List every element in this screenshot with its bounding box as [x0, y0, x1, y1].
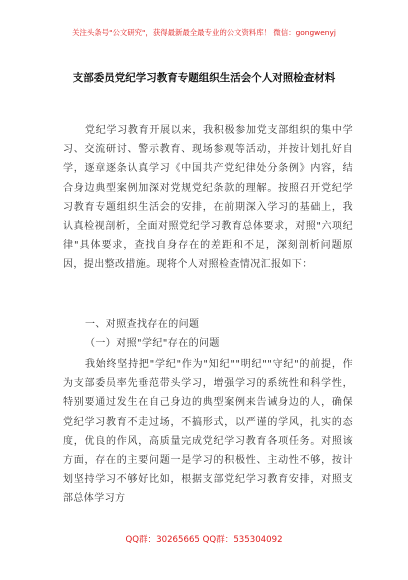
header-banner: 关注头条号"公文研究"，获得最新最全最专业的公文资料库！ 微信：gongwenyj [72, 28, 336, 37]
body-paragraph: 我始终坚持把"学纪"作为"知纪""明纪""守纪"的前提，作为支部委员率先垂范带头学习，增强学习的系统性和科学性，特别要通过发生在自己身边的典型案例来告诫身边的人，确保党纪学习教育不走过场，不搞形式，以严谨的学风，扎实的态度，优良的作风，高质量完成党纪学习教育各项任务。对照该方面，存在的主要问题一是学习的积极性、主动性不够，按计划坚持学习不够好比如，根据支部党纪学习教育安排，对照支部总体学习方 [63, 359, 353, 505]
intro-paragraph: 党纪学习教育开展以来，我积极参加党支部组织的集中学习、交流研讨、警示教育、现场参观等活动，并按计划扎好自学，逐章逐条认真学习《中国共产党纪律处分条例》内容，结合身边典型案例加深对党规党纪条款的理解。按照召开党纪学习教育专题组织生活会的安排，在前期深入学习的基础上，我认真检视剖析，全面对照党纪学习教育总体要求，对照"六项纪律"具体要求，查找自身存在的差距和不足，深刻剖析问题原因，提出整改措施。现将个人对照检查情况汇报如下： [63, 125, 353, 271]
document-title: 支部委员党纪学习教育专题组织生活会个人对照检查材料 [72, 72, 336, 84]
subsection-heading: （一）对照"学纪"存在的问题 [85, 338, 220, 349]
footer-banner: QQ群：30265665 QQ群：535304092 [125, 535, 283, 545]
section-heading: 一、对照查找存在的问题 [85, 319, 200, 330]
